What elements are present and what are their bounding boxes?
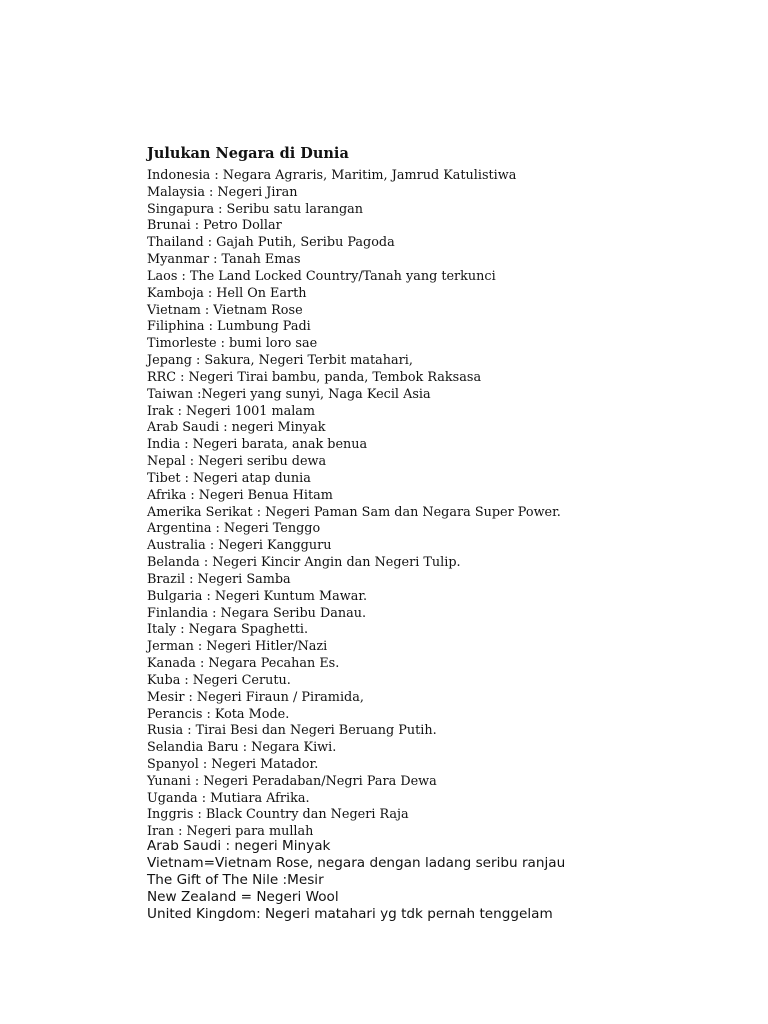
list-item: Argentina : Negeri Tenggo xyxy=(147,521,321,537)
document-title: Julukan Negara di Dunia xyxy=(147,145,349,162)
list-item: Myanmar : Tanah Emas xyxy=(147,252,301,268)
country-nickname-list xyxy=(147,168,561,841)
list-item: Kanada : Negara Pecahan Es. xyxy=(147,656,340,672)
list-item: Uganda : Mutiara Afrika. xyxy=(147,790,310,806)
list-item: Rusia : Tirai Besi dan Negeri Beruang Putih. xyxy=(147,723,437,739)
list-item: Bulgaria : Negeri Kuntum Mawar. xyxy=(147,588,368,604)
list-item: Kamboja : Hell On Earth xyxy=(147,285,307,301)
list-item: Filiphina : Lumbung Padi xyxy=(147,319,311,335)
list-item: Laos : The Land Locked Country/Tanah yang terkunci xyxy=(147,268,496,284)
list-item: The Gift of The Nile :Mesir xyxy=(147,872,324,888)
list-item: Selandia Baru : Negara Kiwi. xyxy=(147,740,337,756)
list-item: United Kingdom: Negeri matahari yg tdk pernah tenggelam xyxy=(147,906,553,922)
list-item: Singapura : Seribu satu larangan xyxy=(147,201,364,217)
list-item: Nepal : Negeri seribu dewa xyxy=(147,454,327,470)
list-item: Italy : Negara Spaghetti. xyxy=(147,622,309,638)
list-item: Belanda : Negeri Kincir Angin dan Negeri Tulip. xyxy=(147,555,461,571)
list-item: Spanyol : Negeri Matador. xyxy=(147,756,319,772)
list-item: Jerman : Negeri Hitler/Nazi xyxy=(147,639,328,655)
list-item: Amerika Serikat : Negeri Paman Sam dan Negara Super Power. xyxy=(147,504,561,520)
list-item: Yunani : Negeri Peradaban/Negri Para Dewa xyxy=(147,773,437,789)
list-item: India : Negeri barata, anak benua xyxy=(147,437,368,453)
list-item: Vietnam : Vietnam Rose xyxy=(147,302,303,318)
list-item: Indonesia : Negara Agraris, Maritim, Jamrud Katulistiwa xyxy=(147,168,517,183)
list-item: Inggris : Black Country dan Negeri Raja xyxy=(147,807,409,823)
list-item: Perancis : Kota Mode. xyxy=(147,706,290,722)
list-item: Iran : Negeri para mullah xyxy=(147,824,314,840)
list-item: Kuba : Negeri Cerutu. xyxy=(147,672,291,688)
list-item: Taiwan :Negeri yang sunyi, Naga Kecil Asia xyxy=(147,386,431,402)
list-item: Thailand : Gajah Putih, Seribu Pagoda xyxy=(147,235,395,251)
list-item: Tibet : Negeri atap dunia xyxy=(147,470,311,486)
list-item: New Zealand = Negeri Wool xyxy=(147,889,339,905)
list-item: Timorleste : bumi loro sae xyxy=(147,336,318,352)
additional-nickname-list xyxy=(147,838,565,923)
list-item: Afrika : Negeri Benua Hitam xyxy=(147,487,333,503)
list-item: RRC : Negeri Tirai bambu, panda, Tembok Raksasa xyxy=(147,369,482,385)
list-item: Irak : Negeri 1001 malam xyxy=(147,403,316,419)
list-item: Mesir : Negeri Firaun / Piramida, xyxy=(147,689,364,705)
list-item: Brazil : Negeri Samba xyxy=(147,571,291,587)
list-item: Australia : Negeri Kangguru xyxy=(147,538,332,554)
list-item: Brunai : Petro Dollar xyxy=(147,218,282,234)
list-item: Jepang : Sakura, Negeri Terbit matahari, xyxy=(147,353,413,369)
list-item: Arab Saudi : negeri Minyak xyxy=(147,838,331,854)
list-item: Arab Saudi : negeri Minyak xyxy=(147,420,326,436)
list-item: Malaysia : Negeri Jiran xyxy=(147,184,298,200)
list-item: Finlandia : Negara Seribu Danau. xyxy=(147,605,367,621)
list-item: Vietnam=Vietnam Rose, negara dengan ladang seribu ranjau xyxy=(147,855,566,871)
